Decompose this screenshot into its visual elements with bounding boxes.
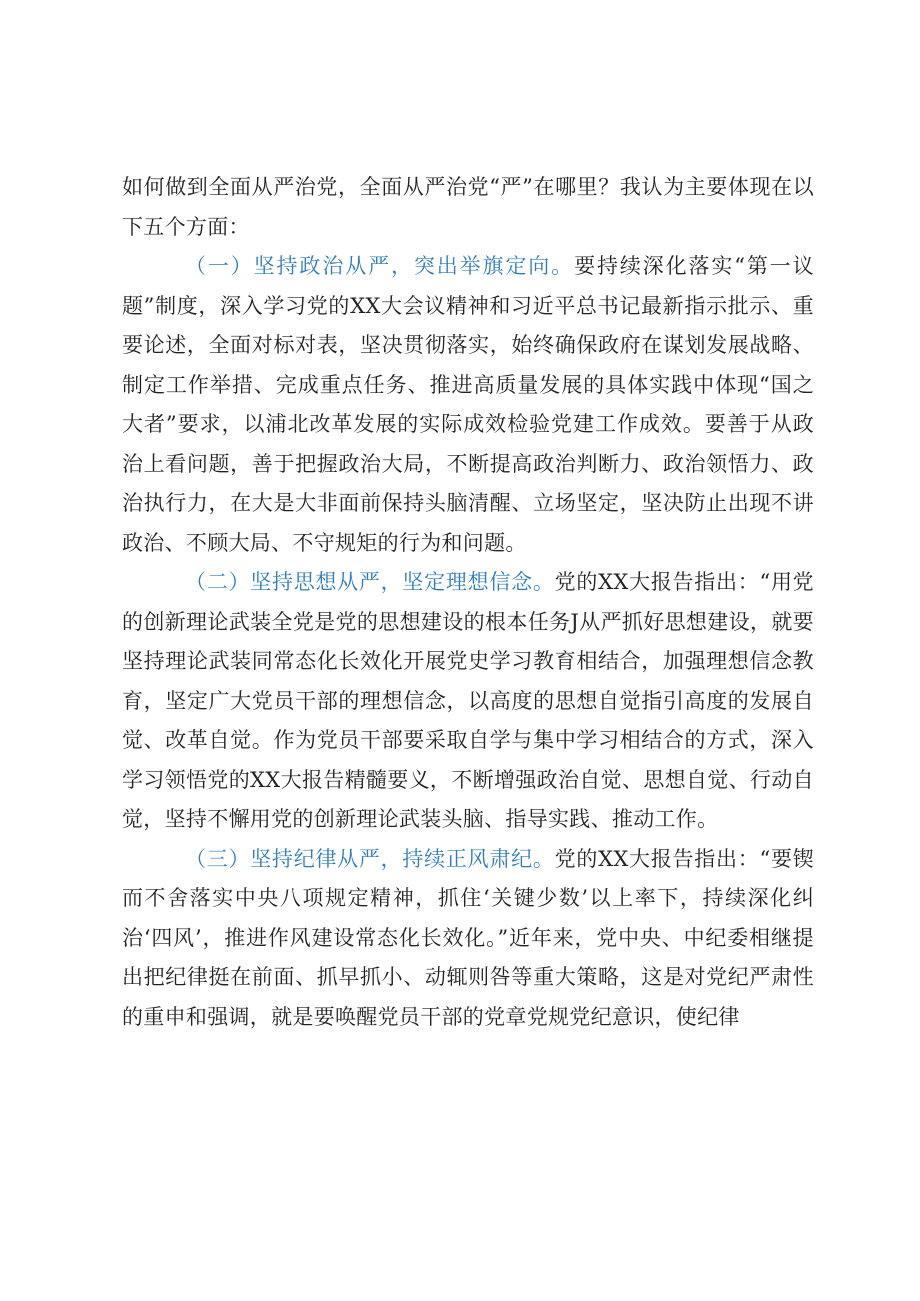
section-1-heading: （一）坚持政治从严，突出举旗定向。	[185, 254, 575, 278]
section-1-paragraph	[122, 247, 814, 563]
section-3-text: 党的XX大报告指出：“要锲而不舍落实中央八项规定精神，抓住‘关键少数’以上率下，持续深化纠治‘四风’，推进作风建设常态化长效化。”近年来，党中央、中纪委相继提出把纪律挺在前面、抓早抓小、动辄则咎等重大策略，这是对党纪严肃性的重申和强调，就是要唤醒党员干部的党章党规党纪意识，使纪律	[122, 846, 814, 1029]
section-2-text: 党的XX大报告指出：“用党的创新理论武装全党是党的思想建设的根本任务J从严抓好思想建设，就要坚持理论武装同常态化长效化开展党史学习教育相结合，加强理想信念教育，坚定广大党员干部的理想信念，以高度的思想自觉指引高度的发展自觉、改革自觉。作为党员干部要采取自学与集中学习相结合的方式，深入学习领悟党的XX大报告精髓要义，不断增强政治自觉、思想自觉、行动自觉，坚持不懈用党的创新理论武装头脑、指导实践、推动工作。	[122, 570, 814, 831]
section-2-heading: （二）坚持思想从严，坚定理想信念。	[185, 570, 555, 594]
section-1-text: 要持续深化落实“第一议题”制度，深入学习党的XX大会议精神和习近平总书记最新指示批示、重要论述，全面对标对表，坚决贯彻落实，始终确保政府在谋划发展战略、制定工作举措、完成重点任务、推进高质量发展的具体实践中体现“国之大者”要求，以浦北改革发展的实际成效检验党建工作成效。要善于从政治上看问题，善于把握政治大局，不断提高政治判断力、政治领悟力、政治执行力，在大是大非面前保持头脑清醒、立场坚定，坚决防止出现不讲政治、不顾大局、不守规矩的行为和问题。	[122, 254, 814, 555]
section-3-heading: （三）坚持纪律从严，持续正风肃纪。	[185, 846, 555, 871]
section-2-paragraph	[122, 563, 814, 840]
intro-text: 如何做到全面从严治党，全面从严治党“严”在哪里？我认为主要体现在以下五个方面：	[122, 175, 814, 239]
document-page	[122, 168, 814, 1037]
section-3-paragraph	[122, 840, 814, 1038]
intro-paragraph	[122, 168, 814, 247]
